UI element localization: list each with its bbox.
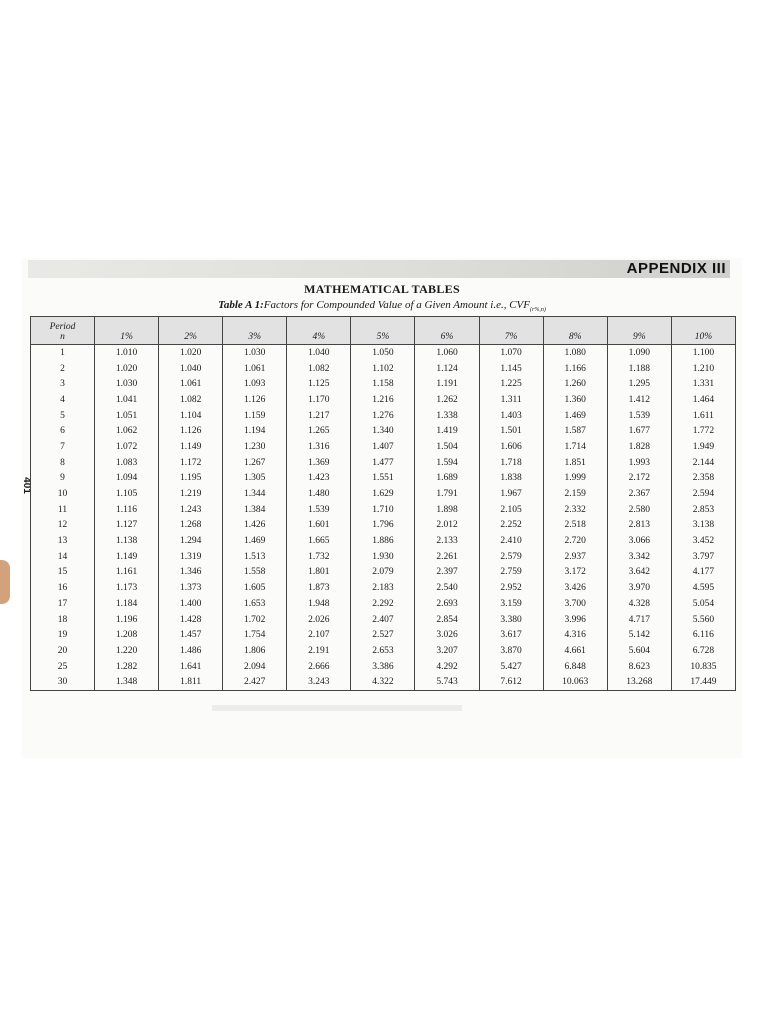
factor-cell: 2.410	[479, 533, 543, 549]
factor-cell: 1.403	[479, 408, 543, 424]
period-cell: 19	[31, 627, 95, 643]
factor-cell: 2.653	[351, 643, 415, 659]
factor-cell: 1.188	[607, 361, 671, 377]
factor-cell: 1.606	[479, 439, 543, 455]
factor-cell: 1.172	[159, 455, 223, 471]
table-row	[31, 659, 736, 675]
factor-cell: 2.540	[415, 580, 479, 596]
rate-header: 9%	[607, 317, 671, 345]
factor-cell: 1.665	[287, 533, 351, 549]
factor-cell: 1.340	[351, 423, 415, 439]
factor-cell: 1.294	[159, 533, 223, 549]
factor-cell: 1.967	[479, 486, 543, 502]
table-row	[31, 486, 736, 502]
factor-cell: 1.346	[159, 565, 223, 581]
factor-cell: 1.030	[95, 376, 159, 392]
factor-cell: 2.094	[223, 659, 287, 675]
factor-cell: 1.093	[223, 376, 287, 392]
factor-cell: 2.666	[287, 659, 351, 675]
factor-cell: 4.595	[671, 580, 735, 596]
factor-cell: 4.316	[543, 627, 607, 643]
factor-cell: 1.020	[95, 361, 159, 377]
factor-cell: 2.720	[543, 533, 607, 549]
factor-cell: 1.050	[351, 345, 415, 361]
factor-cell: 3.797	[671, 549, 735, 565]
factor-cell: 1.041	[95, 392, 159, 408]
factor-cell: 1.360	[543, 392, 607, 408]
period-cell: 7	[31, 439, 95, 455]
factor-cell: 1.083	[95, 455, 159, 471]
factor-cell: 5.054	[671, 596, 735, 612]
factor-cell: 1.718	[479, 455, 543, 471]
factor-cell: 3.426	[543, 580, 607, 596]
table-row	[31, 471, 736, 487]
factor-cell: 1.464	[671, 392, 735, 408]
factor-cell: 1.225	[479, 376, 543, 392]
factor-cell: 2.261	[415, 549, 479, 565]
factor-cell: 1.072	[95, 439, 159, 455]
table-row	[31, 455, 736, 471]
factor-cell: 1.457	[159, 627, 223, 643]
period-cell: 6	[31, 423, 95, 439]
page-title: MATHEMATICAL TABLES	[304, 282, 460, 296]
factor-cell: 1.210	[671, 361, 735, 377]
rate-header: 7%	[479, 317, 543, 345]
period-cell: 13	[31, 533, 95, 549]
factor-cell: 1.220	[95, 643, 159, 659]
factor-cell: 1.276	[351, 408, 415, 424]
factor-cell: 1.369	[287, 455, 351, 471]
factor-cell: 1.196	[95, 612, 159, 628]
factor-cell: 2.693	[415, 596, 479, 612]
table-body	[31, 345, 736, 691]
factor-cell: 1.040	[159, 361, 223, 377]
factor-cell: 3.970	[607, 580, 671, 596]
factor-cell: 1.428	[159, 612, 223, 628]
table-header-row	[31, 317, 736, 345]
factor-cell: 1.801	[287, 565, 351, 581]
table-row	[31, 612, 736, 628]
table-row	[31, 392, 736, 408]
factor-cell: 2.332	[543, 502, 607, 518]
factor-cell: 1.426	[223, 518, 287, 534]
table-caption	[22, 299, 742, 313]
factor-cell: 4.292	[415, 659, 479, 675]
factor-cell: 3.386	[351, 659, 415, 675]
factor-cell: 6.116	[671, 627, 735, 643]
period-variable: n	[60, 332, 65, 342]
factor-cell: 1.311	[479, 392, 543, 408]
factor-cell: 2.079	[351, 565, 415, 581]
factor-cell: 1.082	[159, 392, 223, 408]
factor-cell: 3.452	[671, 533, 735, 549]
period-cell: 5	[31, 408, 95, 424]
factor-cell: 3.700	[543, 596, 607, 612]
period-cell: 9	[31, 471, 95, 487]
factor-cell: 3.159	[479, 596, 543, 612]
factor-cell: 1.886	[351, 533, 415, 549]
table-row	[31, 627, 736, 643]
factor-cell: 1.082	[287, 361, 351, 377]
factor-cell: 1.208	[95, 627, 159, 643]
factor-cell: 1.539	[287, 502, 351, 518]
period-cell: 3	[31, 376, 95, 392]
factor-cell: 1.344	[223, 486, 287, 502]
period-cell: 30	[31, 674, 95, 690]
factor-cell: 1.811	[159, 674, 223, 690]
table-caption-text: Factors for Compounded Value of a Given Amount i.e., CVF	[263, 299, 530, 311]
factor-cell: 1.080	[543, 345, 607, 361]
table-row	[31, 408, 736, 424]
table-row	[31, 502, 736, 518]
factor-cell: 1.677	[607, 423, 671, 439]
factor-cell: 3.870	[479, 643, 543, 659]
cvf-table	[30, 316, 736, 691]
factor-cell: 1.469	[223, 533, 287, 549]
factor-cell: 1.316	[287, 439, 351, 455]
factor-cell: 2.407	[351, 612, 415, 628]
factor-cell: 2.012	[415, 518, 479, 534]
factor-cell: 4.177	[671, 565, 735, 581]
book-page	[22, 258, 742, 758]
factor-cell: 1.020	[159, 345, 223, 361]
table-row	[31, 345, 736, 361]
factor-cell: 1.898	[415, 502, 479, 518]
period-cell: 8	[31, 455, 95, 471]
factor-cell: 5.142	[607, 627, 671, 643]
factor-cell: 3.642	[607, 565, 671, 581]
factor-cell: 3.207	[415, 643, 479, 659]
factor-cell: 1.051	[95, 408, 159, 424]
factor-cell: 2.105	[479, 502, 543, 518]
factor-cell: 2.107	[287, 627, 351, 643]
factor-cell: 1.477	[351, 455, 415, 471]
factor-cell: 1.384	[223, 502, 287, 518]
factor-cell: 1.501	[479, 423, 543, 439]
factor-cell: 1.184	[95, 596, 159, 612]
period-cell: 4	[31, 392, 95, 408]
factor-cell: 2.397	[415, 565, 479, 581]
factor-cell: 1.702	[223, 612, 287, 628]
factor-cell: 1.194	[223, 423, 287, 439]
factor-cell: 5.427	[479, 659, 543, 675]
factor-cell: 1.539	[607, 408, 671, 424]
factor-cell: 3.342	[607, 549, 671, 565]
factor-cell: 1.373	[159, 580, 223, 596]
factor-cell: 2.159	[543, 486, 607, 502]
factor-cell: 2.518	[543, 518, 607, 534]
factor-cell: 1.267	[223, 455, 287, 471]
factor-cell: 1.423	[287, 471, 351, 487]
factor-cell: 2.172	[607, 471, 671, 487]
period-cell: 14	[31, 549, 95, 565]
factor-cell: 10.063	[543, 674, 607, 690]
period-header	[31, 317, 95, 345]
factor-cell: 1.173	[95, 580, 159, 596]
factor-cell: 2.026	[287, 612, 351, 628]
factor-cell: 1.838	[479, 471, 543, 487]
period-cell: 15	[31, 565, 95, 581]
period-cell: 17	[31, 596, 95, 612]
table-row	[31, 596, 736, 612]
factor-cell: 1.714	[543, 439, 607, 455]
rate-header: 3%	[223, 317, 287, 345]
factor-cell: 1.949	[671, 439, 735, 455]
rate-header: 2%	[159, 317, 223, 345]
factor-cell: 2.937	[543, 549, 607, 565]
factor-cell: 1.124	[415, 361, 479, 377]
factor-cell: 1.791	[415, 486, 479, 502]
rate-header: 5%	[351, 317, 415, 345]
table-row	[31, 439, 736, 455]
factor-cell: 2.854	[415, 612, 479, 628]
period-cell: 10	[31, 486, 95, 502]
factor-cell: 1.732	[287, 549, 351, 565]
factor-cell: 2.527	[351, 627, 415, 643]
factor-cell: 1.116	[95, 502, 159, 518]
factor-cell: 1.629	[351, 486, 415, 502]
factor-cell: 1.710	[351, 502, 415, 518]
table-row	[31, 533, 736, 549]
factor-cell: 1.305	[223, 471, 287, 487]
factor-cell: 3.617	[479, 627, 543, 643]
faded-footer-text	[212, 705, 462, 711]
period-cell: 1	[31, 345, 95, 361]
factor-cell: 1.149	[159, 439, 223, 455]
factor-cell: 1.262	[415, 392, 479, 408]
factor-cell: 3.380	[479, 612, 543, 628]
factor-cell: 1.090	[607, 345, 671, 361]
period-cell: 12	[31, 518, 95, 534]
factor-cell: 1.243	[159, 502, 223, 518]
factor-cell: 1.611	[671, 408, 735, 424]
table-row	[31, 674, 736, 690]
factor-cell: 1.219	[159, 486, 223, 502]
factor-cell: 1.260	[543, 376, 607, 392]
factor-cell: 1.062	[95, 423, 159, 439]
rate-header: 1%	[95, 317, 159, 345]
rate-header: 6%	[415, 317, 479, 345]
factor-cell: 1.486	[159, 643, 223, 659]
factor-cell: 2.759	[479, 565, 543, 581]
factor-cell: 2.594	[671, 486, 735, 502]
factor-cell: 1.828	[607, 439, 671, 455]
factor-cell: 1.040	[287, 345, 351, 361]
factor-cell: 8.623	[607, 659, 671, 675]
factor-cell: 1.641	[159, 659, 223, 675]
table-row	[31, 565, 736, 581]
factor-cell: 1.161	[95, 565, 159, 581]
table-caption-subscript: (r%,n)	[530, 307, 546, 314]
factor-cell: 1.930	[351, 549, 415, 565]
factor-cell: 1.558	[223, 565, 287, 581]
factor-cell: 1.191	[415, 376, 479, 392]
factor-cell: 1.061	[223, 361, 287, 377]
factor-cell: 1.060	[415, 345, 479, 361]
period-cell: 18	[31, 612, 95, 628]
table-row	[31, 518, 736, 534]
factor-cell: 2.252	[479, 518, 543, 534]
factor-cell: 3.066	[607, 533, 671, 549]
factor-cell: 4.322	[351, 674, 415, 690]
period-cell: 11	[31, 502, 95, 518]
factor-cell: 5.743	[415, 674, 479, 690]
factor-cell: 6.848	[543, 659, 607, 675]
factor-cell: 2.292	[351, 596, 415, 612]
factor-cell: 1.070	[479, 345, 543, 361]
factor-cell: 10.835	[671, 659, 735, 675]
rate-header: 8%	[543, 317, 607, 345]
factor-cell: 6.728	[671, 643, 735, 659]
factor-cell: 1.105	[95, 486, 159, 502]
factor-cell: 2.367	[607, 486, 671, 502]
factor-cell: 1.653	[223, 596, 287, 612]
factor-cell: 1.605	[223, 580, 287, 596]
factor-cell: 1.094	[95, 471, 159, 487]
factor-cell: 1.217	[287, 408, 351, 424]
factor-cell: 1.851	[543, 455, 607, 471]
table-row	[31, 361, 736, 377]
factor-cell: 2.133	[415, 533, 479, 549]
factor-cell: 1.594	[415, 455, 479, 471]
factor-cell: 1.030	[223, 345, 287, 361]
factor-cell: 1.513	[223, 549, 287, 565]
factor-cell: 1.216	[351, 392, 415, 408]
factor-cell: 2.853	[671, 502, 735, 518]
thumb-shadow	[0, 560, 10, 604]
period-cell: 25	[31, 659, 95, 675]
factor-cell: 5.560	[671, 612, 735, 628]
factor-cell: 1.319	[159, 549, 223, 565]
factor-cell: 3.996	[543, 612, 607, 628]
table-row	[31, 549, 736, 565]
factor-cell: 1.689	[415, 471, 479, 487]
period-cell: 2	[31, 361, 95, 377]
period-cell: 16	[31, 580, 95, 596]
factor-cell: 7.612	[479, 674, 543, 690]
factor-cell: 1.126	[159, 423, 223, 439]
factor-cell: 1.551	[351, 471, 415, 487]
factor-cell: 2.813	[607, 518, 671, 534]
table-row	[31, 423, 736, 439]
factor-cell: 1.806	[223, 643, 287, 659]
factor-cell: 1.338	[415, 408, 479, 424]
factor-cell: 2.579	[479, 549, 543, 565]
factor-cell: 1.754	[223, 627, 287, 643]
factor-cell: 1.125	[287, 376, 351, 392]
factor-cell: 3.138	[671, 518, 735, 534]
factor-cell: 4.661	[543, 643, 607, 659]
factor-cell: 2.580	[607, 502, 671, 518]
factor-cell: 4.717	[607, 612, 671, 628]
factor-cell: 1.469	[543, 408, 607, 424]
factor-cell: 1.149	[95, 549, 159, 565]
factor-cell: 1.601	[287, 518, 351, 534]
factor-cell: 4.328	[607, 596, 671, 612]
factor-cell: 1.295	[607, 376, 671, 392]
table-row	[31, 643, 736, 659]
appendix-header-bar	[28, 260, 730, 278]
factor-cell: 1.348	[95, 674, 159, 690]
factor-cell: 1.268	[159, 518, 223, 534]
factor-cell: 1.195	[159, 471, 223, 487]
factor-cell: 1.100	[671, 345, 735, 361]
factor-cell: 3.243	[287, 674, 351, 690]
factor-cell: 1.412	[607, 392, 671, 408]
factor-cell: 3.172	[543, 565, 607, 581]
factor-cell: 1.104	[159, 408, 223, 424]
factor-cell: 1.102	[351, 361, 415, 377]
factor-cell: 1.145	[479, 361, 543, 377]
factor-cell: 1.999	[543, 471, 607, 487]
factor-cell: 1.265	[287, 423, 351, 439]
page-number: 401	[20, 477, 32, 494]
factor-cell: 1.419	[415, 423, 479, 439]
factor-cell: 1.993	[607, 455, 671, 471]
factor-cell: 1.127	[95, 518, 159, 534]
appendix-label: APPENDIX III	[626, 260, 726, 277]
factor-cell: 17.449	[671, 674, 735, 690]
factor-cell: 1.170	[287, 392, 351, 408]
period-cell: 20	[31, 643, 95, 659]
factor-cell: 1.230	[223, 439, 287, 455]
factor-cell: 1.480	[287, 486, 351, 502]
factor-cell: 1.138	[95, 533, 159, 549]
factor-cell: 1.407	[351, 439, 415, 455]
rate-header: 4%	[287, 317, 351, 345]
factor-cell: 1.010	[95, 345, 159, 361]
factor-cell: 1.873	[287, 580, 351, 596]
factor-cell: 1.061	[159, 376, 223, 392]
factor-cell: 1.948	[287, 596, 351, 612]
factor-cell: 5.604	[607, 643, 671, 659]
factor-cell: 1.796	[351, 518, 415, 534]
factor-cell: 1.772	[671, 423, 735, 439]
factor-cell: 1.587	[543, 423, 607, 439]
factor-cell: 1.504	[415, 439, 479, 455]
factor-cell: 1.126	[223, 392, 287, 408]
factor-cell: 1.166	[543, 361, 607, 377]
factor-cell: 1.400	[159, 596, 223, 612]
factor-cell: 2.191	[287, 643, 351, 659]
period-label: Period	[49, 322, 76, 332]
factor-cell: 1.331	[671, 376, 735, 392]
table-caption-prefix: Table A 1:	[218, 299, 264, 311]
factor-cell: 2.427	[223, 674, 287, 690]
factor-cell: 1.159	[223, 408, 287, 424]
table-row	[31, 580, 736, 596]
factor-cell: 2.183	[351, 580, 415, 596]
factor-cell: 2.358	[671, 471, 735, 487]
factor-cell: 2.144	[671, 455, 735, 471]
rate-header: 10%	[671, 317, 735, 345]
table-row	[31, 376, 736, 392]
factor-cell: 2.952	[479, 580, 543, 596]
factor-cell: 1.158	[351, 376, 415, 392]
factor-cell: 3.026	[415, 627, 479, 643]
factor-cell: 13.268	[607, 674, 671, 690]
factor-cell: 1.282	[95, 659, 159, 675]
